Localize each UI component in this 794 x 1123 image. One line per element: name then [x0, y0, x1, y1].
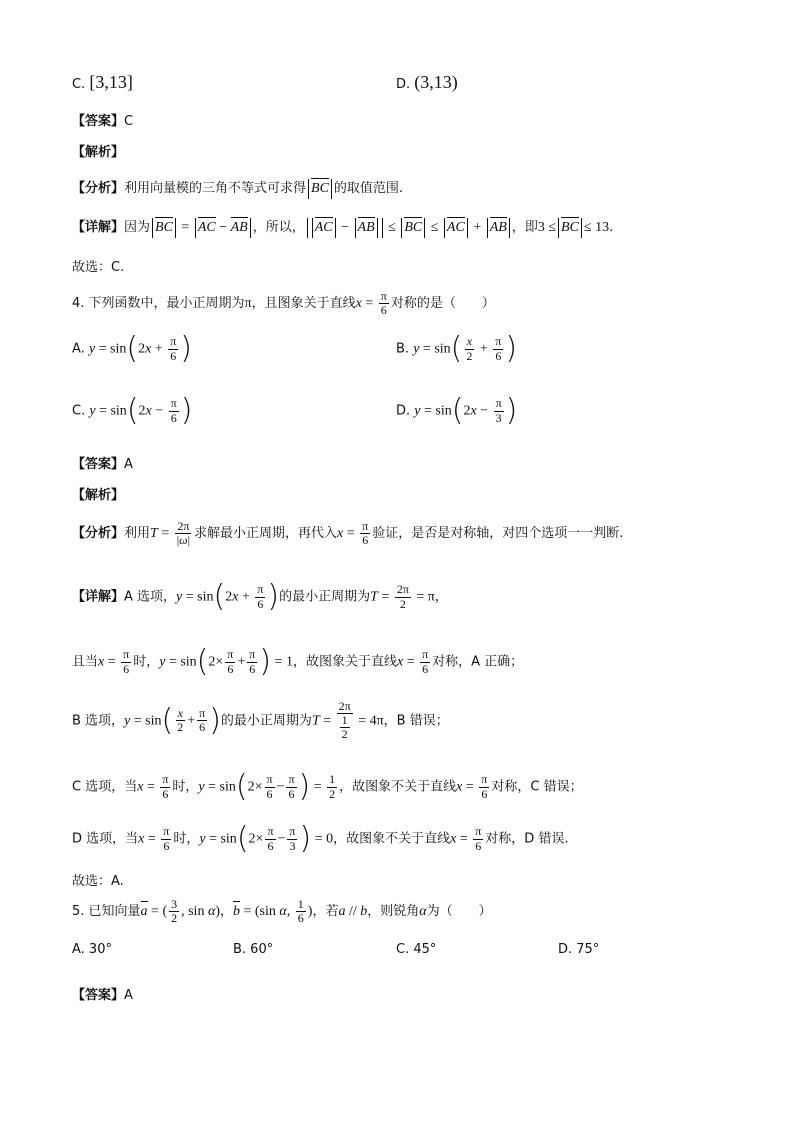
- q3-fenxi: 【分析】利用向量模的三角不等式可求得 BC 的取值范围.: [72, 177, 403, 199]
- q3-conclusion: 故选：C.: [72, 260, 125, 275]
- q4-stem: 4. 下列函数中，最小正周期为π，且图象关于直线x = $\frac{\pi}{6}$ 对称的是（ ）: [72, 289, 495, 318]
- q5-option-d: D. 75°: [558, 942, 600, 957]
- q5-option-a: A. 30°: [72, 942, 112, 957]
- q5-option-c: C. 45°: [396, 942, 437, 957]
- q4-detail-d: D 选项，当x = $\frac{\pi}{6}$ 时，y = sin(2× $\frac{\pi}{6}$ − $\frac{\pi}{3}$ ) = 0，故图象不关于直线x = $\frac{\pi}{6}$ 对称，D 错误.: [72, 821, 569, 856]
- q4-answer: 【答案】A: [72, 457, 133, 472]
- q3-detail: 【详解】因为 BC = AC − AB ，所以， AC − AB ≤ BC ≤ AC + AB ，即3 ≤ BC ≤ 13.: [72, 216, 613, 238]
- q3-option-d: D. (3,13): [396, 72, 458, 92]
- q4-detail-c: C 选项，当x = $\frac{\pi}{6}$ 时，y = sin(2× $\frac{\pi}{6}$ − $\frac{\pi}{6}$ ) = $\frac{1}{2}$ ，故图象不关于直线x = $\frac{\pi}{6}$ 对称，C 错误；: [72, 769, 583, 804]
- q4-analysis-heading: 【解析】: [72, 488, 125, 503]
- q4-detail-b: B 选项，y = sin( $\frac{x}{2}$ + $\frac{\pi}{6}$ )的最小正周期为T = $\frac{2\pi}{\frac{1}{2}}$ = 4π，B 错误；: [72, 699, 449, 742]
- q3-analysis-heading: 【解析】: [72, 145, 125, 160]
- q4-option-c: C. y = sin(2x − $\frac{\pi}{6}$ ): [72, 393, 193, 428]
- q4-option-d: D. y = sin(2x − $\frac{\pi}{3}$ ): [396, 393, 518, 428]
- q4-conclusion: 故选：A.: [72, 874, 124, 889]
- q3-answer: 【答案】C: [72, 114, 134, 129]
- q4-detail-a: 【详解】A 选项，y = sin(2x + $\frac{\pi}{6}$ )的最小正周期为T = $\frac{2\pi}{2}$ = π，: [72, 579, 448, 614]
- q5-option-b: B. 60°: [233, 942, 274, 957]
- q5-answer: 【答案】A: [72, 988, 133, 1003]
- q4-detail-a2: 且当x = $\frac{\pi}{6}$ 时，y = sin(2× $\frac{\pi}{6}$ + $\frac{\pi}{6}$ ) = 1，故图象关于直线x = $\frac{\pi}{6}$ 对称，A 正确；: [72, 644, 524, 679]
- q4-fenxi: 【分析】利用T = $\frac{2\pi}{|\omega|}$ 求解最小正周期，再代入x = $\frac{\pi}{6}$ 验证，是否是对称轴，对四个选项一一判断.: [72, 519, 624, 548]
- q4-option-a: A. y = sin(2x + $\frac{\pi}{6}$ ): [72, 331, 193, 366]
- q3-option-c: C. [3,13]: [72, 72, 133, 92]
- q5-stem: 5. 已知向量a = ( $\frac{3}{2}$ , sin α)，b = (sin α, $\frac{1}{6}$ )，若a // b，则锐角α为（ ）: [72, 897, 492, 926]
- q4-option-b: B. y = sin( $\frac{x}{2}$ + $\frac{\pi}{6}$ ): [396, 331, 518, 366]
